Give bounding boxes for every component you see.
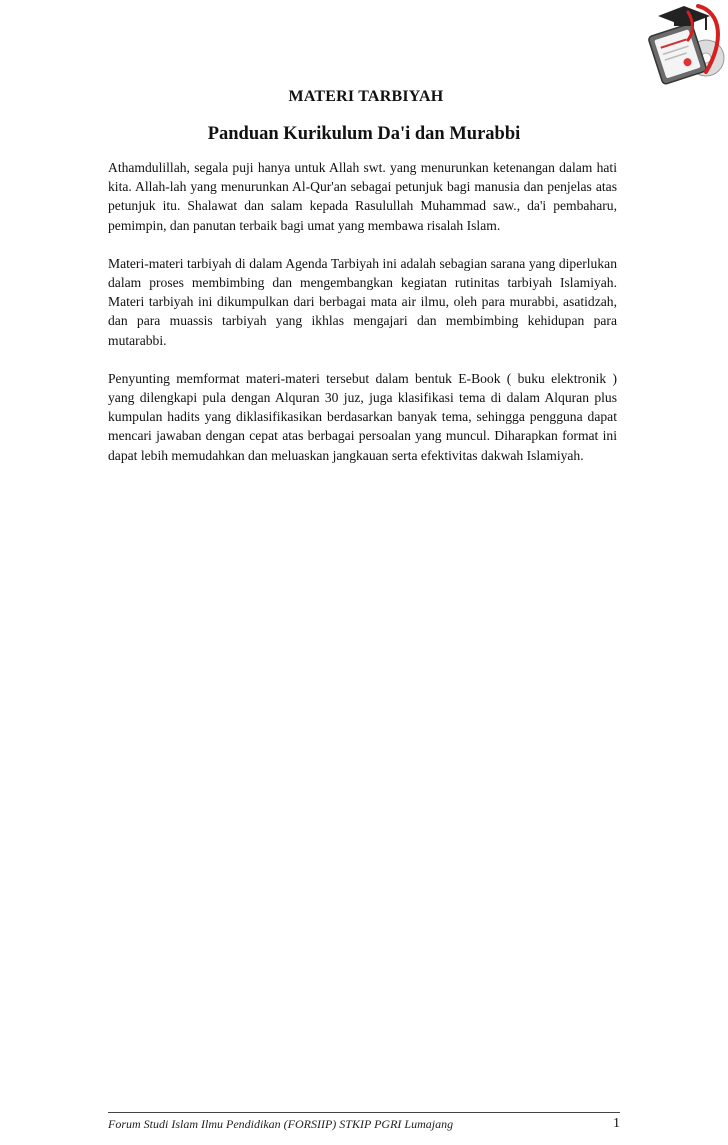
footer-divider [108, 1112, 620, 1113]
document-subtitle: Panduan Kurikulum Da'i dan Murabbi [207, 124, 521, 144]
footer-text: Forum Studi Islam Ilmu Pendidikan (FORSIIP) STKIP PGRI Lumajang [108, 1117, 454, 1131]
page-number: 1 [613, 1116, 620, 1131]
paragraph-materials: Materi-materi tarbiyah di dalam Agenda Tarbiyah ini adalah sebagian sarana yang diperlukan dalam proses membimbing dan mengembangkan kegiatan rutinitas tarbiyah Islamiyah. Materi tarbiyah ini dikumpulkan dari berbagai mata air ilmu, oleh para murabbi, asatidzah, dan para muassis tarbiyah yang ikhlas mengajari dan membimbing kehidupan para mutarabbi. [108, 255, 617, 348]
paragraph-intro: Athamdulillah, segala puji hanya untuk Allah swt. yang menurunkan ketenangan dalam hati kita. Allah-lah yang menurunkan Al-Qur'an sebagai petunjuk bagi manusia dan penjelas atas petunjuk itu. Shalawat dan salam kepada Rasulullah Muhammad saw., da'i pembaharu, pemimpin, dan panutan terbaik bagi umat yang membawa risalah Islam. [108, 160, 617, 233]
document-body [108, 158, 617, 484]
ebook-logo-icon [640, 2, 726, 90]
paragraph-ebook: Penyunting memformat materi-materi tersebut dalam bentuk E-Book ( buku elektronik ) yang dilengkapi pula dengan Alquran 30 juz, juga klasifikasi tema di dalam Alquran plus kumpulan hadits yang diklasifikasikan berdasarkan banyak tema, sehingga pengguna dapat mencari jawaban dengan cepat atas berbagai persoalan yang muncul. Diharapkan format ini dapat lebih memudahkan dan meluaskan jangkauan serta efektivitas dakwah Islamiyah. [108, 370, 617, 463]
document-title: MATERI TARBIYAH [288, 88, 444, 105]
